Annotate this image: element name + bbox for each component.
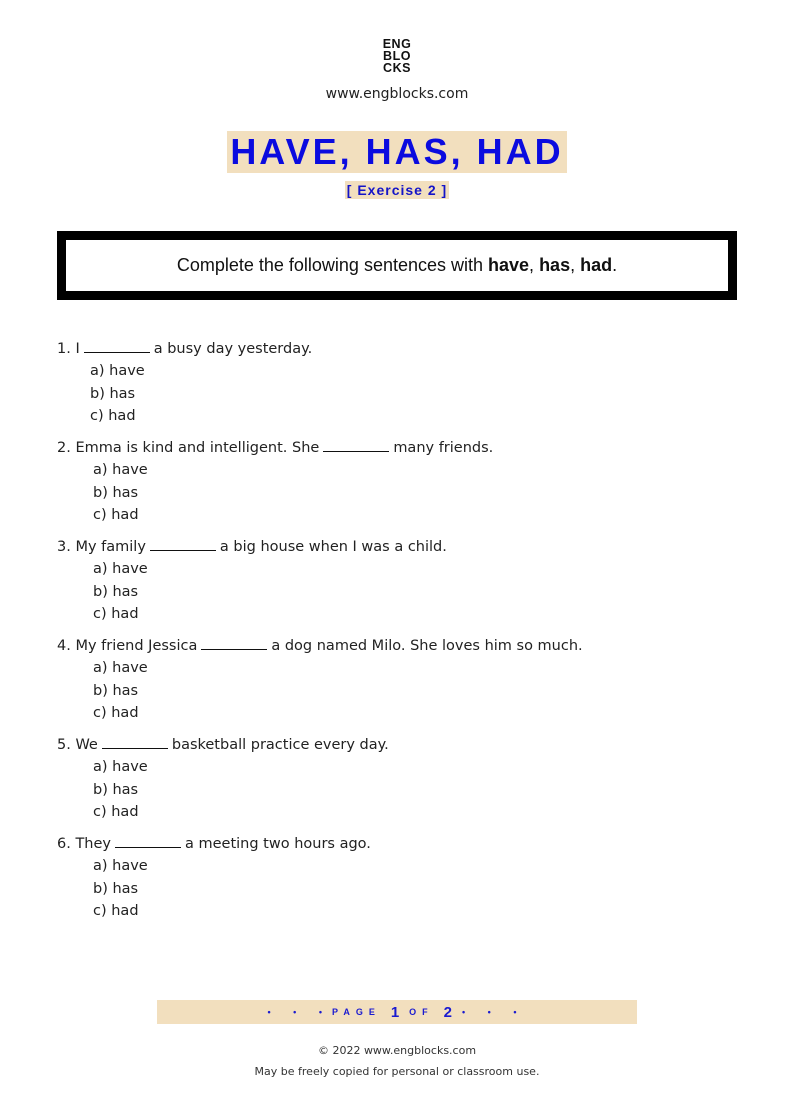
answer-blank[interactable]	[102, 732, 168, 749]
question-text-after: a big house when I was a child.	[219, 539, 447, 555]
question-3	[57, 534, 447, 626]
question-text-after: many friends.	[393, 440, 494, 456]
answer-blank[interactable]	[150, 534, 216, 551]
logo-line-3: CKS	[383, 61, 411, 75]
question-2	[57, 435, 493, 527]
option-c[interactable]: c) had	[93, 507, 139, 523]
option-b[interactable]: b) has	[93, 781, 139, 798]
page-indicator	[157, 1000, 637, 1024]
answer-blank[interactable]	[115, 831, 181, 848]
option-c[interactable]: c) had	[93, 903, 139, 919]
answer-blank[interactable]	[323, 435, 389, 452]
option-c[interactable]: c) had	[90, 408, 136, 424]
question-text-before: 3. My family	[57, 539, 146, 555]
usage-rights-text: May be freely copied for personal or classroom use.	[254, 1065, 540, 1078]
question-text-after: a meeting two hours ago.	[185, 836, 371, 852]
logo-line-2: BLO	[383, 49, 411, 63]
question-5	[57, 732, 389, 824]
copyright-text: © 2022 www.engblocks.com	[317, 1044, 477, 1057]
instruction-box	[57, 231, 737, 300]
option-c[interactable]: c) had	[93, 606, 139, 622]
option-c[interactable]: c) had	[93, 705, 139, 721]
dots-right: • • •	[462, 1007, 527, 1017]
page-number: 1	[390, 1003, 400, 1021]
question-text-before: 2. Emma is kind and intelligent. She	[57, 440, 320, 456]
of-word: OF	[409, 1007, 434, 1017]
question-text-before: 1. I	[57, 341, 80, 357]
option-b[interactable]: b) has	[93, 880, 139, 897]
answer-blank[interactable]	[201, 633, 267, 650]
question-4	[57, 633, 583, 725]
option-b[interactable]: b) has	[93, 583, 139, 600]
option-a[interactable]: a) have	[93, 462, 148, 478]
question-text-after: a dog named Milo. She loves him so much.	[271, 638, 583, 654]
dots-left: • • •	[267, 1007, 332, 1017]
page-total: 2	[443, 1003, 453, 1021]
option-b[interactable]: b) has	[93, 484, 139, 501]
option-a[interactable]: a) have	[93, 660, 148, 676]
answer-blank[interactable]	[84, 336, 150, 353]
site-url[interactable]: www.engblocks.com	[325, 86, 469, 102]
page-title: HAVE, HAS, HAD	[227, 131, 566, 173]
option-b[interactable]: b) has	[90, 385, 136, 402]
option-a[interactable]: a) have	[93, 858, 148, 874]
instruction-text: Complete the following sentences with have, has, had.	[176, 255, 618, 275]
question-text-before: 5. We	[57, 737, 98, 753]
question-1	[57, 336, 312, 428]
engblocks-logo	[0, 38, 794, 74]
question-text-before: 6. They	[57, 836, 111, 852]
exercise-label: [ Exercise 2 ]	[346, 182, 448, 198]
question-6	[57, 831, 371, 923]
option-a[interactable]: a) have	[93, 759, 148, 775]
option-b[interactable]: b) has	[93, 682, 139, 699]
page-word: PAGE	[331, 1007, 381, 1017]
question-text-after: a busy day yesterday.	[153, 341, 313, 357]
option-a[interactable]: a) have	[93, 561, 148, 577]
option-a[interactable]: a) have	[90, 363, 145, 379]
question-text-after: basketball practice every day.	[171, 737, 389, 753]
logo-line-1: ENG	[382, 37, 412, 51]
option-c[interactable]: c) had	[93, 804, 139, 820]
question-text-before: 4. My friend Jessica	[57, 638, 198, 654]
